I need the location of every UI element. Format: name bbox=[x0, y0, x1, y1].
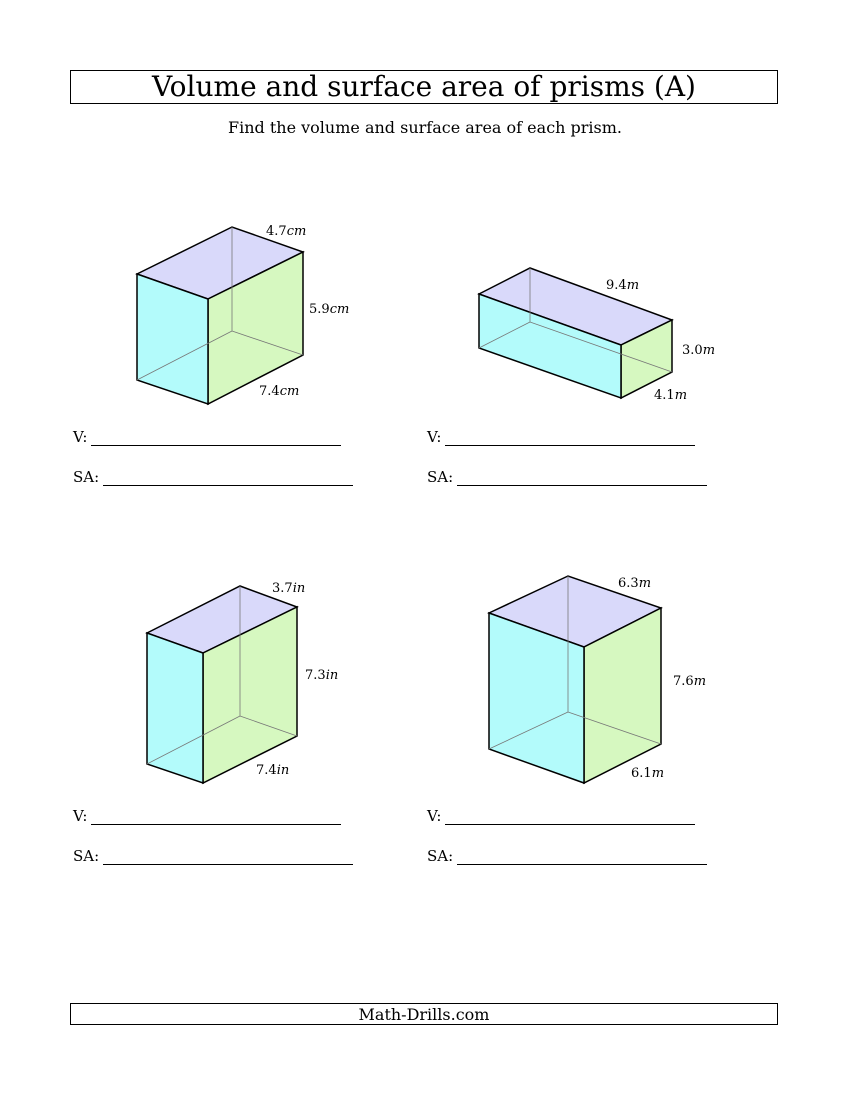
answer-line[interactable] bbox=[445, 808, 695, 825]
prism-height-label: 5.9cm bbox=[309, 302, 350, 317]
title-text: Volume and surface area of prisms (A) bbox=[152, 70, 696, 103]
surface-area-label: SA: bbox=[427, 468, 454, 486]
footer-text: Math-Drills.com bbox=[358, 1004, 490, 1024]
prism-depth-label: 6.1m bbox=[631, 766, 665, 781]
prism-height-label: 7.6m bbox=[673, 674, 707, 689]
prism-width-label: 9.4m bbox=[606, 278, 640, 293]
prism-depth-label: 7.4in bbox=[256, 763, 290, 778]
surface-area-answer-1[interactable] bbox=[73, 468, 353, 486]
surface-area-answer-3[interactable] bbox=[73, 847, 353, 865]
volume-answer-4[interactable] bbox=[427, 807, 695, 825]
volume-answer-1[interactable] bbox=[73, 428, 341, 446]
volume-answer-2[interactable] bbox=[427, 428, 695, 446]
answer-line[interactable] bbox=[445, 429, 695, 446]
answer-line[interactable] bbox=[91, 429, 341, 446]
prism-height-label: 7.3in bbox=[305, 668, 339, 683]
surface-area-answer-2[interactable] bbox=[427, 468, 707, 486]
instructions: Find the volume and surface area of each prism. bbox=[227, 118, 623, 137]
answer-line[interactable] bbox=[103, 848, 353, 865]
surface-area-label: SA: bbox=[73, 468, 100, 486]
prism-width-label: 4.7cm bbox=[266, 224, 307, 239]
prism-depth-label: 7.4cm bbox=[259, 384, 300, 399]
answer-line[interactable] bbox=[457, 469, 707, 486]
prism-height-label: 3.0m bbox=[682, 343, 716, 358]
answer-line[interactable] bbox=[103, 469, 353, 486]
volume-label: V: bbox=[73, 428, 88, 446]
surface-area-label: SA: bbox=[73, 847, 100, 865]
volume-label: V: bbox=[427, 807, 442, 825]
surface-area-answer-4[interactable] bbox=[427, 847, 707, 865]
footer bbox=[70, 1003, 778, 1025]
volume-answer-3[interactable] bbox=[73, 807, 341, 825]
prism-depth-label: 4.1m bbox=[654, 388, 688, 403]
surface-area-label: SA: bbox=[427, 847, 454, 865]
answer-line[interactable] bbox=[457, 848, 707, 865]
prism-width-label: 3.7in bbox=[272, 581, 306, 596]
volume-label: V: bbox=[427, 428, 442, 446]
prism-width-label: 6.3m bbox=[618, 576, 652, 591]
volume-label: V: bbox=[73, 807, 88, 825]
answer-line[interactable] bbox=[91, 808, 341, 825]
